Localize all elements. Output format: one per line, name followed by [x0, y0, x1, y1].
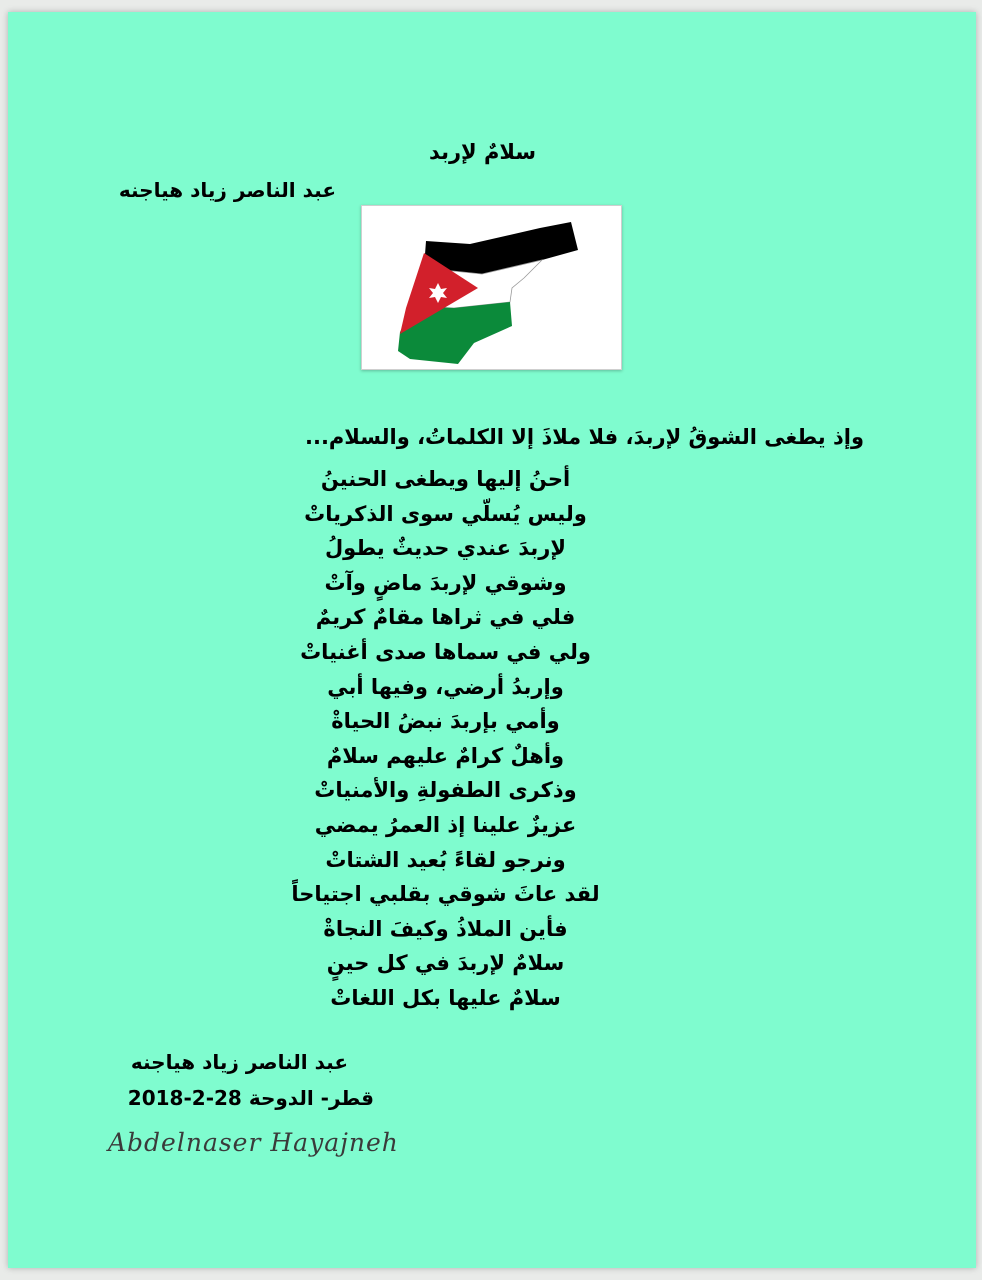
jordan-map-image	[361, 205, 622, 370]
handwritten-signature: Abdelnaser Hayajneh	[108, 1128, 399, 1157]
poem-line: وأهلٌ كرامٌ عليهم سلامٌ	[326, 743, 565, 768]
poem-verses	[238, 462, 653, 1016]
signature-place-date: قطر- الدوحة 28-2-2018	[127, 1086, 374, 1110]
poem-line: فلي في ثراها مقامٌ كريمٌ	[315, 605, 576, 630]
poem-line: وذكرى الطفولةِ والأمنياتْ	[314, 778, 577, 803]
poem-line: لإربدَ عندي حديثٌ يطولُ	[324, 536, 567, 561]
poem-line: سلامٌ لإربدَ في كل حينٍ	[326, 951, 565, 976]
poem-line: سلامٌ عليها بكل اللغاتْ	[330, 985, 561, 1010]
poem-line: وليس يُسلّي سوى الذكرياتْ	[304, 501, 587, 526]
document-page	[8, 12, 976, 1268]
map-black-stripe	[424, 222, 578, 274]
poem-line: لقد عاثَ شوقي بقلبي اجتياحاً	[291, 882, 600, 907]
poem-line: ونرجو لقاءً بُعيد الشتاتْ	[325, 847, 566, 872]
poem-line: عزيزٌ علينا إذ العمرُ يمضي	[314, 812, 577, 837]
poem-line: وشوقي لإربدَ ماضٍ وآتْ	[324, 570, 567, 595]
poem-line: ولي في سماها صدى أغنياتْ	[300, 639, 591, 664]
poem-title: سلامٌ لإربد	[428, 140, 536, 164]
poem-line: وأمي بإربدَ نبضُ الحياةْ	[331, 709, 560, 734]
intro-line: وإذ يطغى الشوقُ لإربدَ، فلا ملاذَ إلا الكلماتُ، والسلام...	[304, 425, 864, 449]
signature-name: عبد الناصر زياد هياجنه	[130, 1050, 348, 1074]
jordan-flag-map-icon	[362, 206, 621, 369]
poem-line: وإربدُ أرضي، وفيها أبي	[327, 674, 564, 699]
poem-line: فأين الملاذُ وكيفَ النجاةْ	[323, 916, 568, 941]
poem-line: أحنُ إليها ويطغى الحنينُ	[320, 467, 571, 491]
author-name-top: عبد الناصر زياد هياجنه	[118, 178, 336, 202]
